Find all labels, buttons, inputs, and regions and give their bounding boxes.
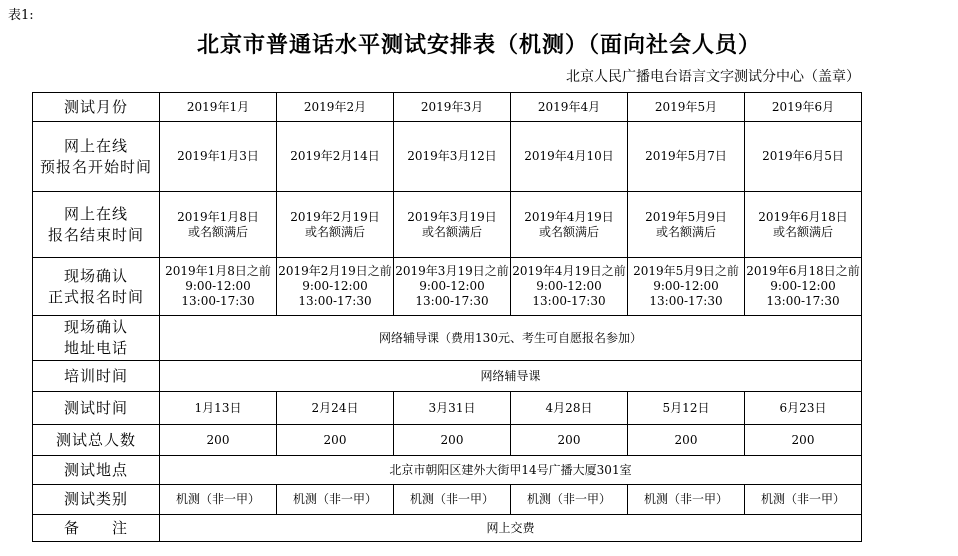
onsite-time-cell: 2019年1月8日之前 9:00-12:00 13:00-17:30	[160, 258, 277, 316]
row-total-candidates	[33, 425, 862, 456]
onsite-time-cell: 2019年3月19日之前 9:00-12:00 13:00-17:30	[394, 258, 511, 316]
issuer-seal-line: 北京人民广播电台语言文字测试分中心（盖章）	[566, 69, 860, 85]
month-cell: 2019年3月	[394, 93, 511, 122]
pre-start-cell: 2019年5月7日	[628, 122, 745, 192]
category-cell: 机测（非一甲）	[628, 485, 745, 515]
row-test-category	[33, 485, 862, 515]
reg-end-cell: 2019年5月9日 或名额满后	[628, 192, 745, 258]
test-date-cell: 1月13日	[160, 392, 277, 425]
row-label-training-time: 培训时间	[33, 361, 160, 392]
row-label-total-candidates: 测试总人数	[33, 425, 160, 456]
pre-start-cell: 2019年2月14日	[277, 122, 394, 192]
total-cell: 200	[394, 425, 511, 456]
month-cell: 2019年5月	[628, 93, 745, 122]
row-label-test-location: 测试地点	[33, 456, 160, 485]
month-cell: 2019年2月	[277, 93, 394, 122]
row-label-remarks: 备 注	[33, 515, 160, 542]
document-title: 北京市普通话水平测试安排表（机测）（面向社会人员）	[196, 32, 761, 58]
row-label-test-date: 测试时间	[33, 392, 160, 425]
training-cell: 网络辅导课	[160, 361, 862, 392]
row-pre-registration-start	[33, 122, 862, 192]
test-date-cell: 6月23日	[745, 392, 862, 425]
reg-end-cell: 2019年3月19日 或名额满后	[394, 192, 511, 258]
category-cell: 机测（非一甲）	[277, 485, 394, 515]
onsite-time-cell: 2019年2月19日之前 9:00-12:00 13:00-17:30	[277, 258, 394, 316]
test-date-cell: 2月24日	[277, 392, 394, 425]
location-cell: 北京市朝阳区建外大街甲14号广播大厦301室	[160, 456, 862, 485]
month-cell: 2019年1月	[160, 93, 277, 122]
category-cell: 机测（非一甲）	[394, 485, 511, 515]
total-cell: 200	[628, 425, 745, 456]
row-remarks	[33, 515, 862, 542]
onsite-address-cell: 网络辅导课（费用130元、考生可自愿报名参加）	[160, 316, 862, 361]
schedule-table	[32, 92, 862, 542]
row-label-onsite-address: 现场确认 地址电话	[33, 316, 160, 361]
row-registration-end	[33, 192, 862, 258]
test-date-cell: 5月12日	[628, 392, 745, 425]
reg-end-cell: 2019年1月8日 或名额满后	[160, 192, 277, 258]
reg-end-cell: 2019年4月19日 或名额满后	[511, 192, 628, 258]
remarks-cell: 网上交费	[160, 515, 862, 542]
row-test-date	[33, 392, 862, 425]
month-cell: 2019年6月	[745, 93, 862, 122]
row-test-month	[33, 93, 862, 122]
test-date-cell: 4月28日	[511, 392, 628, 425]
row-onsite-address	[33, 316, 862, 361]
category-cell: 机测（非一甲）	[160, 485, 277, 515]
row-label-pre-registration-start: 网上在线 预报名开始时间	[33, 122, 160, 192]
onsite-time-cell: 2019年5月9日之前 9:00-12:00 13:00-17:30	[628, 258, 745, 316]
row-label-test-month: 测试月份	[33, 93, 160, 122]
row-label-onsite-confirmation-time: 现场确认 正式报名时间	[33, 258, 160, 316]
row-training-time	[33, 361, 862, 392]
category-cell: 机测（非一甲）	[745, 485, 862, 515]
onsite-time-cell: 2019年6月18日之前 9:00-12:00 13:00-17:30	[745, 258, 862, 316]
reg-end-cell: 2019年2月19日 或名额满后	[277, 192, 394, 258]
onsite-time-cell: 2019年4月19日之前 9:00-12:00 13:00-17:30	[511, 258, 628, 316]
row-label-registration-end: 网上在线 报名结束时间	[33, 192, 160, 258]
total-cell: 200	[511, 425, 628, 456]
pre-start-cell: 2019年4月10日	[511, 122, 628, 192]
test-date-cell: 3月31日	[394, 392, 511, 425]
category-cell: 机测（非一甲）	[511, 485, 628, 515]
table-number-label: 表1:	[8, 8, 34, 23]
month-cell: 2019年4月	[511, 93, 628, 122]
total-cell: 200	[160, 425, 277, 456]
row-test-location	[33, 456, 862, 485]
pre-start-cell: 2019年3月12日	[394, 122, 511, 192]
total-cell: 200	[277, 425, 394, 456]
total-cell: 200	[745, 425, 862, 456]
row-onsite-confirmation-time	[33, 258, 862, 316]
reg-end-cell: 2019年6月18日 或名额满后	[745, 192, 862, 258]
pre-start-cell: 2019年6月5日	[745, 122, 862, 192]
row-label-test-category: 测试类别	[33, 485, 160, 515]
pre-start-cell: 2019年1月3日	[160, 122, 277, 192]
